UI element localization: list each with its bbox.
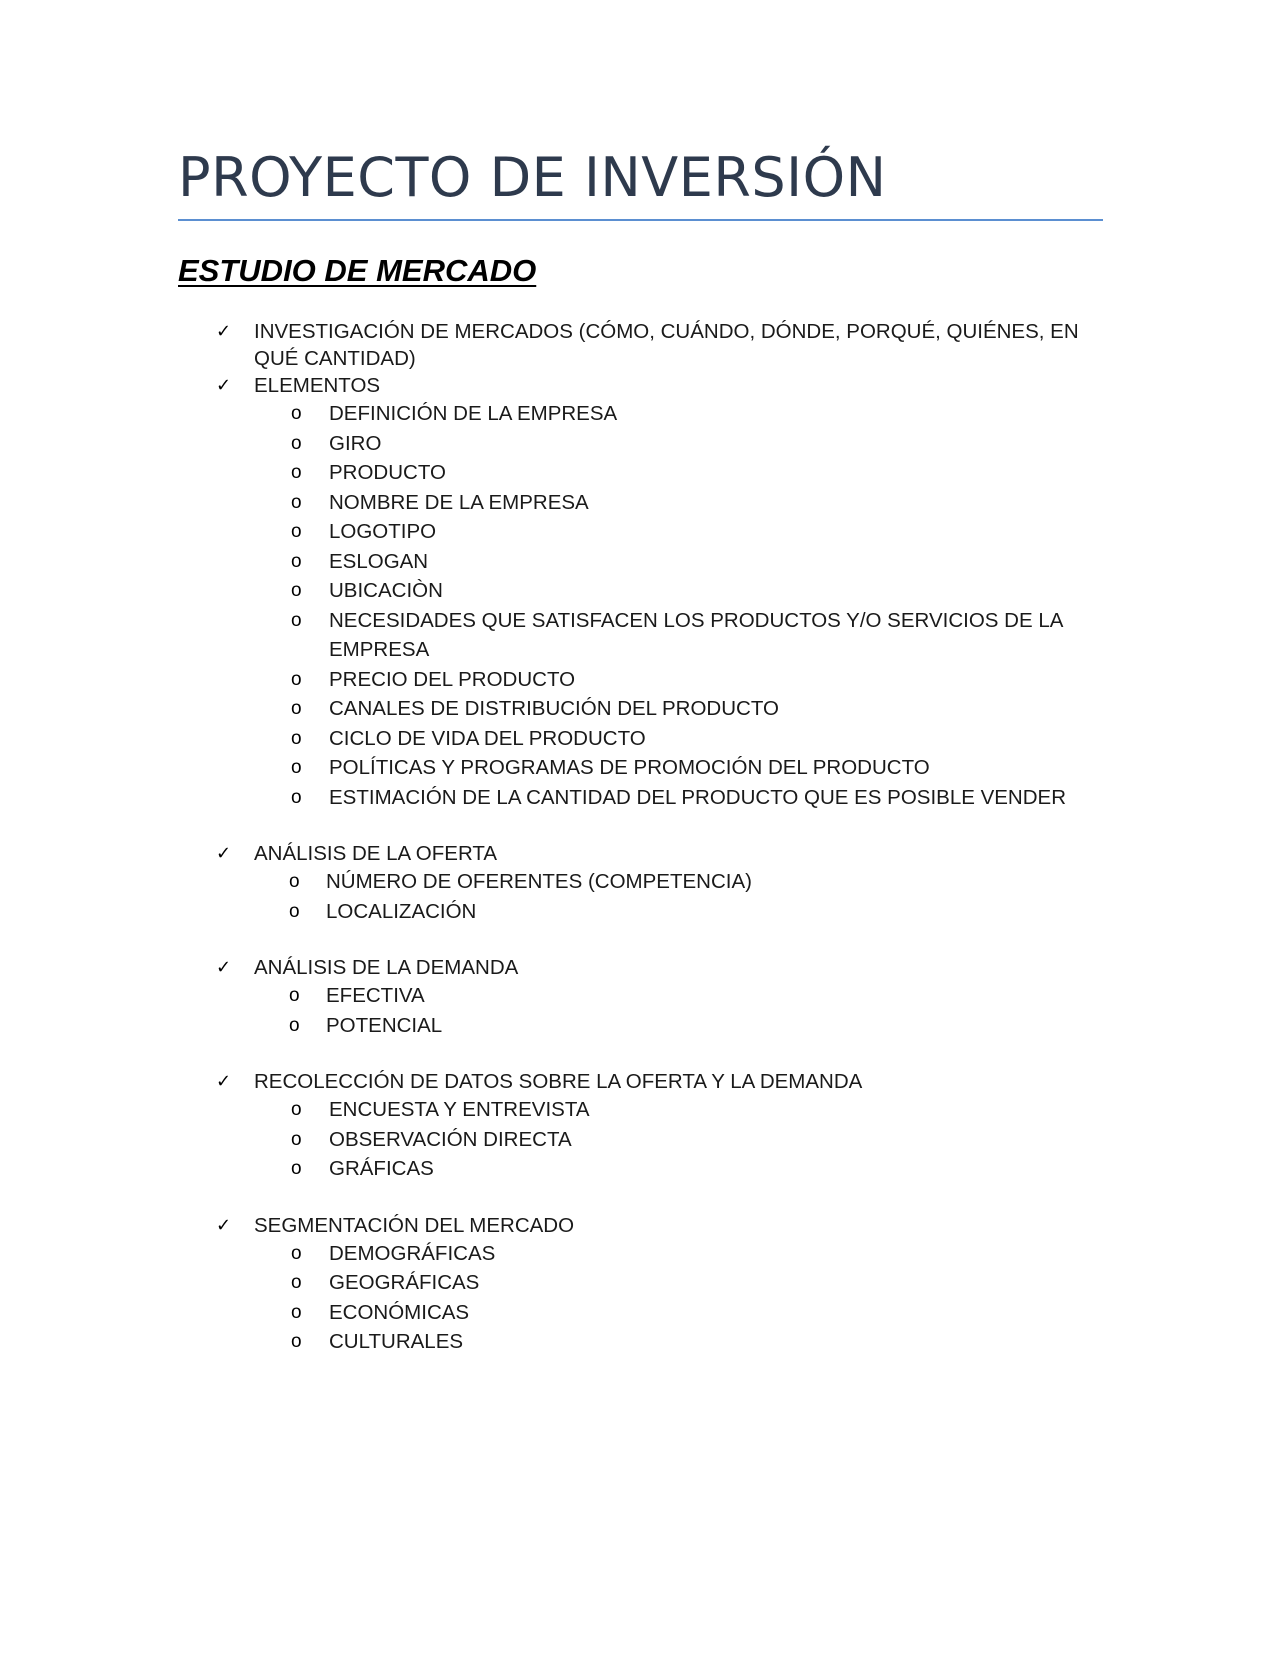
list-item-label: ESLOGAN [329,549,429,573]
list-item-label: GRÁFICAS [329,1157,434,1180]
bullet-icon: o [291,462,302,483]
topic-elementos [0,372,1280,812]
sub-list [0,867,1280,926]
list-item [0,1327,1280,1357]
document-title: PROYECTO DE INVERSIÓN [178,146,887,209]
list-item [0,488,1280,518]
list-item [0,867,1280,897]
list-item [0,981,1280,1011]
title-underline-rule [178,219,1103,221]
list-item [0,517,1280,547]
bullet-icon: o [291,1128,302,1150]
checkmark-icon: ✓ [216,843,232,864]
topic-row [0,1068,1280,1095]
list-item-label: CANALES DE DISTRIBUCIÓN DEL PRODUCTO [329,697,779,720]
list-item-label: NÚMERO DE OFERENTES (COMPETENCIA) [326,870,752,893]
topic-recoleccion [0,1068,1280,1184]
list-item [0,547,1280,577]
bullet-icon: o [291,1099,302,1120]
topic-row [0,318,1280,372]
list-item-label: ESTIMACIÓN DE LA CANTIDAD DEL PRODUCTO QUE ES POSIBLE VENDER [329,785,1067,809]
bullet-icon: o [291,491,302,513]
list-item-label: POLÍTICAS Y PROGRAMAS DE PROMOCIÓN DEL PRODUCTO [329,756,930,779]
list-item [0,429,1280,459]
bullet-icon: o [291,727,302,749]
list-item [0,1268,1280,1298]
checkmark-icon: ✓ [216,1071,232,1092]
list-item [0,576,1280,606]
list-item-label: OBSERVACIÓN DIRECTA [329,1127,572,1151]
topic-label: ANÁLISIS DE LA DEMANDA [254,956,519,979]
list-item-label: CICLO DE VIDA DEL PRODUCTO [329,726,646,750]
checkmark-icon: ✓ [216,957,232,978]
list-item [0,783,1280,813]
topic-segmentacion [0,1212,1280,1357]
bullet-icon: o [291,786,302,808]
topic-row [0,372,1280,399]
topic-label: ELEMENTOS [254,374,381,397]
bullet-icon: o [291,403,302,424]
list-item [0,1011,1280,1041]
list-item-label: LOGOTIPO [329,520,437,543]
list-item [0,606,1280,665]
bullet-icon: o [289,900,300,922]
list-item [0,694,1280,724]
bullet-icon: o [291,1301,302,1323]
topic-row [0,954,1280,981]
bullet-icon: o [291,757,302,778]
list-item [0,1239,1280,1269]
sub-list [0,981,1280,1040]
list-item [0,1298,1280,1328]
list-item-label: UBICACIÒN [329,579,443,602]
bullet-icon: o [291,609,302,631]
list-item-label: GIRO [329,431,382,455]
bullet-icon: o [289,1014,300,1036]
bullet-icon: o [291,432,302,454]
list-item-label: ECONÓMICAS [329,1300,470,1324]
topic-row [0,1212,1280,1239]
bullet-icon: o [289,871,300,892]
bullet-icon: o [289,985,300,1006]
checkmark-icon: ✓ [216,1214,232,1236]
list-item [0,1154,1280,1184]
bullet-icon: o [291,580,302,601]
list-item-label: EFECTIVA [326,984,425,1007]
topic-oferta [0,840,1280,926]
topic-label: INVESTIGACIÓN DE MERCADOS (CÓMO, CUÁNDO, DÓNDE, PORQUÉ, QUIÉNES, EN QUÉ CANTIDAD) [254,320,1079,370]
list-item-label: DEMOGRÁFICAS [329,1241,496,1265]
list-item [0,897,1280,927]
list-item-label: PRODUCTO [329,461,446,484]
checkmark-icon: ✓ [216,321,232,342]
list-item [0,1125,1280,1155]
section-heading: ESTUDIO DE MERCADO [178,253,537,288]
bullet-icon: o [291,1331,302,1352]
list-item-label: LOCALIZACIÓN [326,899,477,923]
sub-list [0,1239,1280,1357]
list-item [0,753,1280,783]
topic-demanda [0,954,1280,1040]
bullet-icon: o [291,1242,302,1264]
topic-label: RECOLECCIÓN DE DATOS SOBRE LA OFERTA Y LA DEMANDA [254,1070,863,1093]
bullet-icon: o [291,698,302,719]
sub-list [0,399,1280,812]
bullet-icon: o [291,1272,302,1293]
bullet-icon: o [291,521,302,542]
topic-list [0,318,1280,1357]
bullet-icon: o [291,1158,302,1179]
topic-label: ANÁLISIS DE LA OFERTA [254,842,498,865]
list-item-label: NOMBRE DE LA EMPRESA [329,490,589,514]
list-item [0,458,1280,488]
list-item-label: ENCUESTA Y ENTREVISTA [329,1098,590,1121]
list-item-label: NECESIDADES QUE SATISFACEN LOS PRODUCTOS Y/O SERVICIOS DE LA EMPRESA [329,608,1063,661]
bullet-icon: o [291,668,302,690]
topic-investigacion [0,318,1280,372]
list-item-label: DEFINICIÓN DE LA EMPRESA [329,402,618,425]
list-item-label: POTENCIAL [326,1013,443,1037]
list-item [0,399,1280,429]
topic-row [0,840,1280,867]
list-item-label: GEOGRÁFICAS [329,1271,480,1294]
checkmark-icon: ✓ [216,375,232,396]
bullet-icon: o [291,550,302,572]
topic-label: SEGMENTACIÓN DEL MERCADO [254,1213,575,1237]
list-item-label: PRECIO DEL PRODUCTO [329,667,576,691]
list-item [0,665,1280,695]
list-item-label: CULTURALES [329,1330,464,1353]
list-item [0,1095,1280,1125]
sub-list [0,1095,1280,1184]
list-item [0,724,1280,754]
